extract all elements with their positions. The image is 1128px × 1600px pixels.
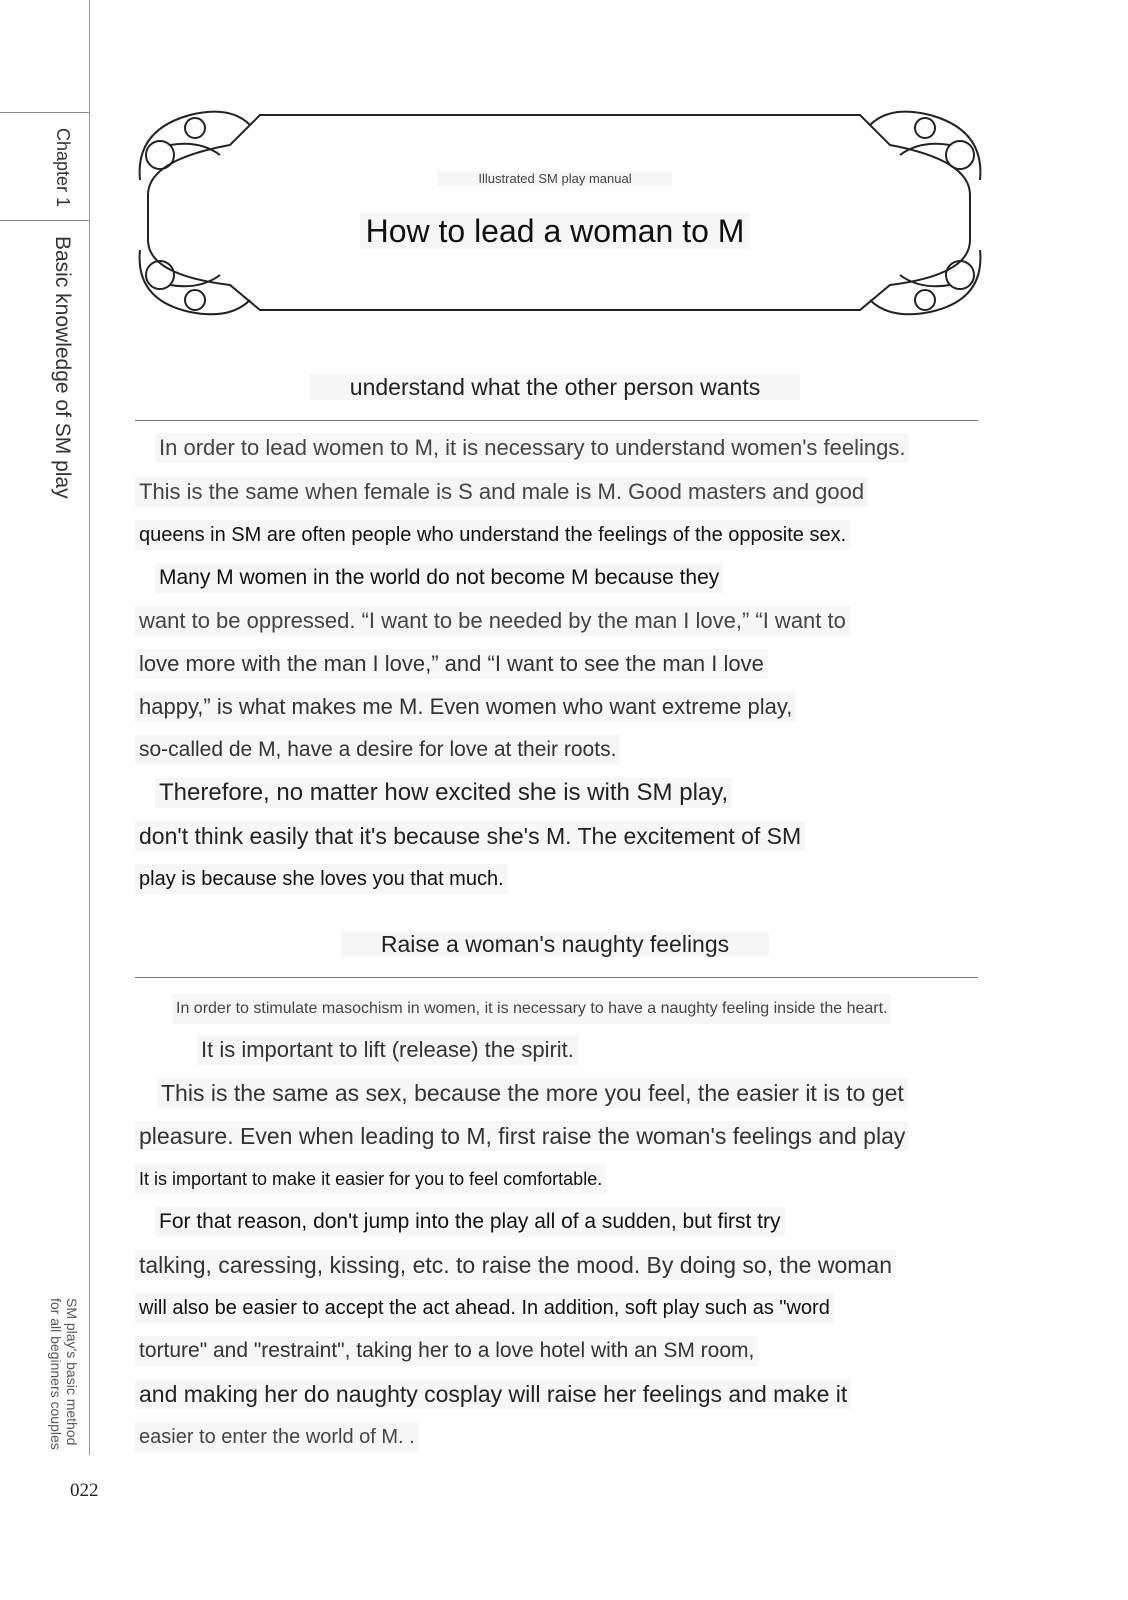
paragraph-line: Therefore, no matter how excited she is with SM play, xyxy=(155,778,732,808)
paragraph-line: For that reason, don't jump into the play all of a sudden, but first try xyxy=(155,1207,785,1237)
paragraph-line: love more with the man I love,” and “I want to see the man I love xyxy=(135,649,768,679)
book-title-line: SM play's basic method xyxy=(64,1298,80,1446)
heading-rule xyxy=(135,977,978,978)
paragraph-line: It is important to make it easier for you to feel comfortable. xyxy=(135,1164,606,1194)
paragraph-line: so-called de M, have a desire for love at their roots. xyxy=(135,735,620,765)
book-title xyxy=(48,1298,80,1450)
corner-swirl-icon xyxy=(870,250,980,314)
sidebar-rule xyxy=(0,112,89,113)
paragraph-line: This is the same as sex, because the more you feel, the easier it is to get xyxy=(157,1078,908,1108)
page-number: 022 xyxy=(70,1480,99,1501)
chapter-label: Chapter 1 xyxy=(53,128,73,208)
paragraph-line: play is because she loves you that much. xyxy=(135,864,508,894)
section-label: Basic knowledge of SM play xyxy=(51,236,74,499)
paragraph-line: This is the same when female is S and male is M. Good masters and good xyxy=(135,477,868,507)
book-title-line: for all beginners couples xyxy=(48,1298,64,1450)
section-heading: Raise a woman's naughty feelings xyxy=(341,931,769,957)
heading-rule xyxy=(135,420,978,421)
paragraph-line: don't think easily that it's because she's M. The excitement of SM xyxy=(135,821,805,851)
paragraph-line: pleasure. Even when leading to M, first raise the woman's feelings and play xyxy=(135,1121,909,1151)
corner-swirl-icon xyxy=(140,112,250,180)
section-heading: understand what the other person wants xyxy=(310,374,800,400)
paragraph-line: want to be oppressed. “I want to be needed by the man I love,” “I want to xyxy=(135,606,850,636)
corner-swirl-icon xyxy=(870,112,980,180)
paragraph-line: Many M women in the world do not become M because they xyxy=(155,563,723,593)
paragraph-line: and making her do naughty cosplay will raise her feelings and make it xyxy=(135,1379,851,1409)
paragraph-line: torture" and "restraint", taking her to a love hotel with an SM room, xyxy=(135,1336,758,1366)
paragraph-line: happy,” is what makes me M. Even women who want extreme play, xyxy=(135,692,796,722)
page-title: How to lead a woman to M xyxy=(360,213,751,249)
paragraph-line: will also be easier to accept the act ahead. In addition, soft play such as "word xyxy=(135,1293,834,1323)
paragraph-line: It is important to lift (release) the spirit. xyxy=(197,1035,578,1065)
paragraph-line: easier to enter the world of M. . xyxy=(135,1422,419,1452)
paragraph-line: queens in SM are often people who understand the feelings of the opposite sex. xyxy=(135,520,850,550)
paragraph-line: In order to lead women to M, it is necessary to understand women's feelings. xyxy=(155,433,909,463)
paragraph-line: In order to stimulate masochism in women, it is necessary to have a naughty feeling inside the heart. xyxy=(172,994,891,1024)
kicker: Illustrated SM play manual xyxy=(438,171,671,186)
paragraph-line: talking, caressing, kissing, etc. to raise the mood. By doing so, the woman xyxy=(135,1250,896,1280)
